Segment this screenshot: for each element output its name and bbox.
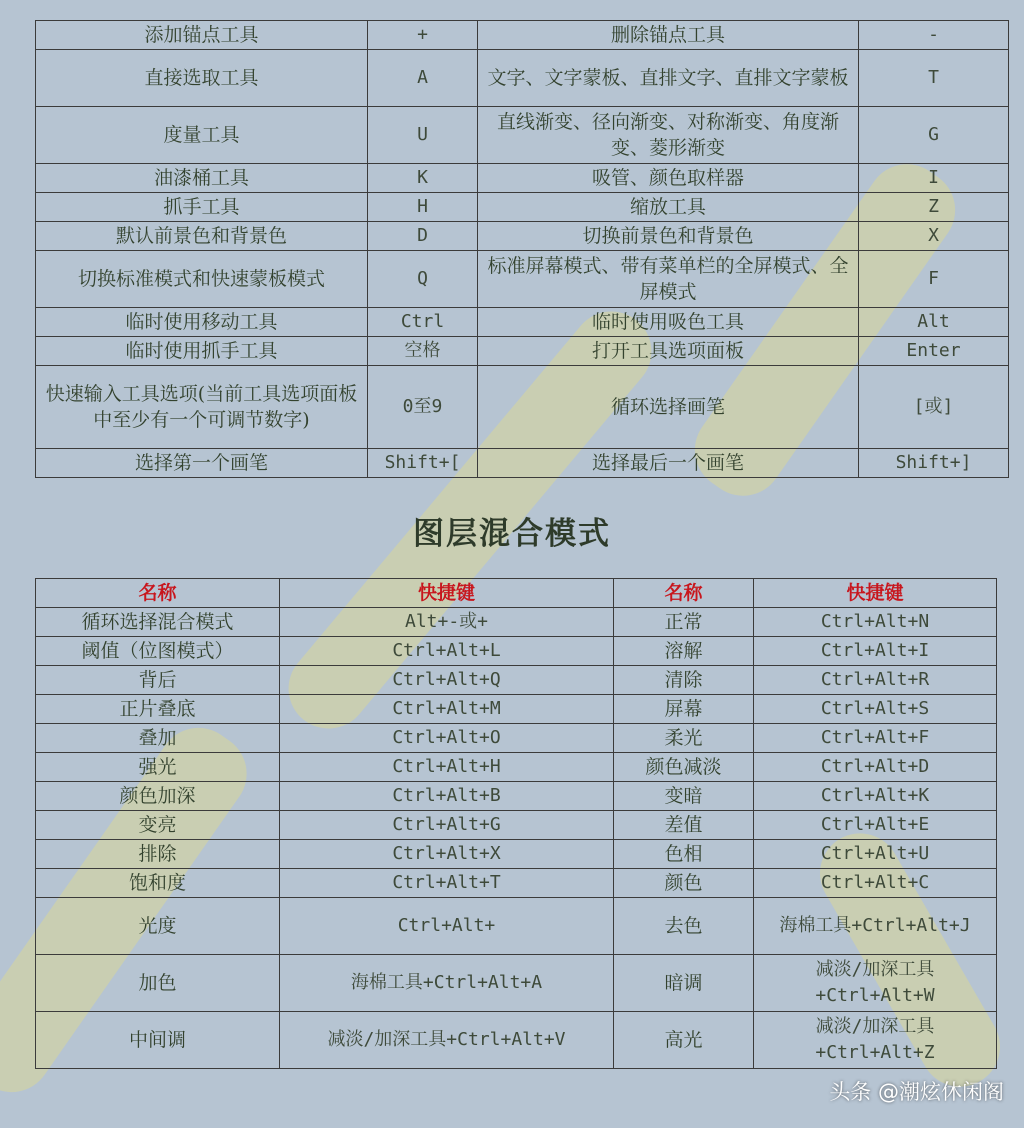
shortcut-cell: 海棉工具+Ctrl+Alt+J	[754, 898, 997, 955]
shortcut-cell: -	[859, 21, 1009, 50]
name-cell: 吸管、颜色取样器	[478, 164, 859, 193]
name-cell: 选择第一个画笔	[36, 449, 368, 478]
tool-shortcuts-body	[36, 21, 1009, 478]
name-cell: 添加锚点工具	[36, 21, 368, 50]
name-cell: 背后	[36, 666, 280, 695]
table-row	[36, 1012, 997, 1069]
table-row	[36, 637, 997, 666]
name-cell: 度量工具	[36, 107, 368, 164]
shortcut-cell: Ctrl+Alt+C	[754, 869, 997, 898]
header-shortcut: 快捷键	[280, 579, 614, 608]
name-cell: 直线渐变、径向渐变、对称渐变、角度渐变、菱形渐变	[478, 107, 859, 164]
shortcut-cell: Ctrl+Alt+E	[754, 811, 997, 840]
shortcut-cell: Ctrl+Alt+H	[280, 753, 614, 782]
table-row	[36, 337, 1009, 366]
name-cell: 标准屏幕模式、带有菜单栏的全屏模式、全屏模式	[478, 251, 859, 308]
table-row	[36, 251, 1009, 308]
shortcut-cell: U	[368, 107, 478, 164]
name-cell: 循环选择画笔	[478, 366, 859, 449]
shortcut-cell: Shift+[	[368, 449, 478, 478]
table-row	[36, 164, 1009, 193]
name-cell: 临时使用移动工具	[36, 308, 368, 337]
header-name: 名称	[36, 579, 280, 608]
name-cell: 文字、文字蒙板、直排文字、直排文字蒙板	[478, 50, 859, 107]
name-cell: 排除	[36, 840, 280, 869]
shortcut-cell: Ctrl+Alt+R	[754, 666, 997, 695]
name-cell: 暗调	[614, 955, 754, 1012]
name-cell: 中间调	[36, 1012, 280, 1069]
shortcut-cell: Ctrl+Alt+S	[754, 695, 997, 724]
shortcut-cell: Ctrl+Alt+N	[754, 608, 997, 637]
name-cell: 色相	[614, 840, 754, 869]
header-name: 名称	[614, 579, 754, 608]
shortcut-cell: 海棉工具+Ctrl+Alt+A	[280, 955, 614, 1012]
shortcut-cell: Ctrl+Alt+X	[280, 840, 614, 869]
name-cell: 缩放工具	[478, 193, 859, 222]
table-row	[36, 107, 1009, 164]
shortcut-cell: 空格	[368, 337, 478, 366]
name-cell: 循环选择混合模式	[36, 608, 280, 637]
name-cell: 直接选取工具	[36, 50, 368, 107]
name-cell: 打开工具选项面板	[478, 337, 859, 366]
shortcut-cell: 0至9	[368, 366, 478, 449]
table-row	[36, 955, 997, 1012]
name-cell: 去色	[614, 898, 754, 955]
blend-modes-table	[35, 578, 997, 1069]
name-cell: 正常	[614, 608, 754, 637]
table-row	[36, 222, 1009, 251]
blend-header-row	[36, 579, 997, 608]
table-row	[36, 666, 997, 695]
name-cell: 高光	[614, 1012, 754, 1069]
table-row	[36, 782, 997, 811]
table-row	[36, 753, 997, 782]
name-cell: 默认前景色和背景色	[36, 222, 368, 251]
credit-watermark: 头条 @潮炫休闲阁	[829, 1080, 1004, 1104]
shortcut-cell: G	[859, 107, 1009, 164]
shortcut-cell: H	[368, 193, 478, 222]
name-cell: 强光	[36, 753, 280, 782]
name-cell: 屏幕	[614, 695, 754, 724]
name-cell: 抓手工具	[36, 193, 368, 222]
table-row	[36, 869, 997, 898]
name-cell: 清除	[614, 666, 754, 695]
shortcut-cell: Ctrl+Alt+I	[754, 637, 997, 666]
shortcut-cell: Ctrl+Alt+U	[754, 840, 997, 869]
shortcut-cell: Ctrl+Alt+B	[280, 782, 614, 811]
shortcut-cell: Ctrl+Alt+	[280, 898, 614, 955]
table-row	[36, 366, 1009, 449]
shortcut-cell: 减淡/加深工具+Ctrl+Alt+W	[754, 955, 997, 1012]
table-row	[36, 21, 1009, 50]
name-cell: 颜色加深	[36, 782, 280, 811]
shortcut-cell: K	[368, 164, 478, 193]
name-cell: 切换前景色和背景色	[478, 222, 859, 251]
shortcut-cell: T	[859, 50, 1009, 107]
shortcut-cell: Alt	[859, 308, 1009, 337]
name-cell: 正片叠底	[36, 695, 280, 724]
name-cell: 删除锚点工具	[478, 21, 859, 50]
shortcut-cell: Ctrl+Alt+O	[280, 724, 614, 753]
shortcut-cell: D	[368, 222, 478, 251]
table-row	[36, 449, 1009, 478]
header-shortcut: 快捷键	[754, 579, 997, 608]
section-title: 图层混合模式	[413, 516, 611, 552]
name-cell: 颜色减淡	[614, 753, 754, 782]
shortcut-cell: Shift+]	[859, 449, 1009, 478]
shortcut-cell: I	[859, 164, 1009, 193]
name-cell: 变亮	[36, 811, 280, 840]
shortcut-cell: X	[859, 222, 1009, 251]
tool-shortcuts-table	[35, 20, 1009, 478]
name-cell: 饱和度	[36, 869, 280, 898]
name-cell: 叠加	[36, 724, 280, 753]
blend-modes-body	[36, 608, 997, 1069]
shortcut-cell: Ctrl+Alt+M	[280, 695, 614, 724]
name-cell: 油漆桶工具	[36, 164, 368, 193]
name-cell: 快速输入工具选项(当前工具选项面板中至少有一个可调节数字)	[36, 366, 368, 449]
shortcut-cell: 减淡/加深工具+Ctrl+Alt+V	[280, 1012, 614, 1069]
shortcut-cell: [或]	[859, 366, 1009, 449]
shortcut-cell: Ctrl+Alt+G	[280, 811, 614, 840]
name-cell: 加色	[36, 955, 280, 1012]
name-cell: 光度	[36, 898, 280, 955]
name-cell: 柔光	[614, 724, 754, 753]
shortcut-cell: Ctrl+Alt+L	[280, 637, 614, 666]
name-cell: 变暗	[614, 782, 754, 811]
shortcut-cell: F	[859, 251, 1009, 308]
name-cell: 差值	[614, 811, 754, 840]
name-cell: 颜色	[614, 869, 754, 898]
shortcut-cell: Enter	[859, 337, 1009, 366]
shortcut-cell: A	[368, 50, 478, 107]
shortcut-cell: 减淡/加深工具+Ctrl+Alt+Z	[754, 1012, 997, 1069]
shortcut-cell: Ctrl+Alt+K	[754, 782, 997, 811]
name-cell: 选择最后一个画笔	[478, 449, 859, 478]
shortcut-cell: Z	[859, 193, 1009, 222]
shortcut-cell: Ctrl+Alt+F	[754, 724, 997, 753]
table-row	[36, 840, 997, 869]
table-row	[36, 308, 1009, 337]
table-row	[36, 695, 997, 724]
table-row	[36, 193, 1009, 222]
shortcut-cell: Ctrl	[368, 308, 478, 337]
table-row	[36, 50, 1009, 107]
table-row	[36, 811, 997, 840]
shortcut-cell: Ctrl+Alt+T	[280, 869, 614, 898]
table-row	[36, 724, 997, 753]
name-cell: 阈值（位图模式）	[36, 637, 280, 666]
shortcut-cell: Q	[368, 251, 478, 308]
name-cell: 溶解	[614, 637, 754, 666]
table-row	[36, 898, 997, 955]
name-cell: 临时使用抓手工具	[36, 337, 368, 366]
name-cell: 切换标准模式和快速蒙板模式	[36, 251, 368, 308]
table-row	[36, 608, 997, 637]
shortcut-cell: +	[368, 21, 478, 50]
name-cell: 临时使用吸色工具	[478, 308, 859, 337]
shortcut-cell: Ctrl+Alt+D	[754, 753, 997, 782]
shortcut-cell: Ctrl+Alt+Q	[280, 666, 614, 695]
shortcut-cell: Alt+-或+	[280, 608, 614, 637]
